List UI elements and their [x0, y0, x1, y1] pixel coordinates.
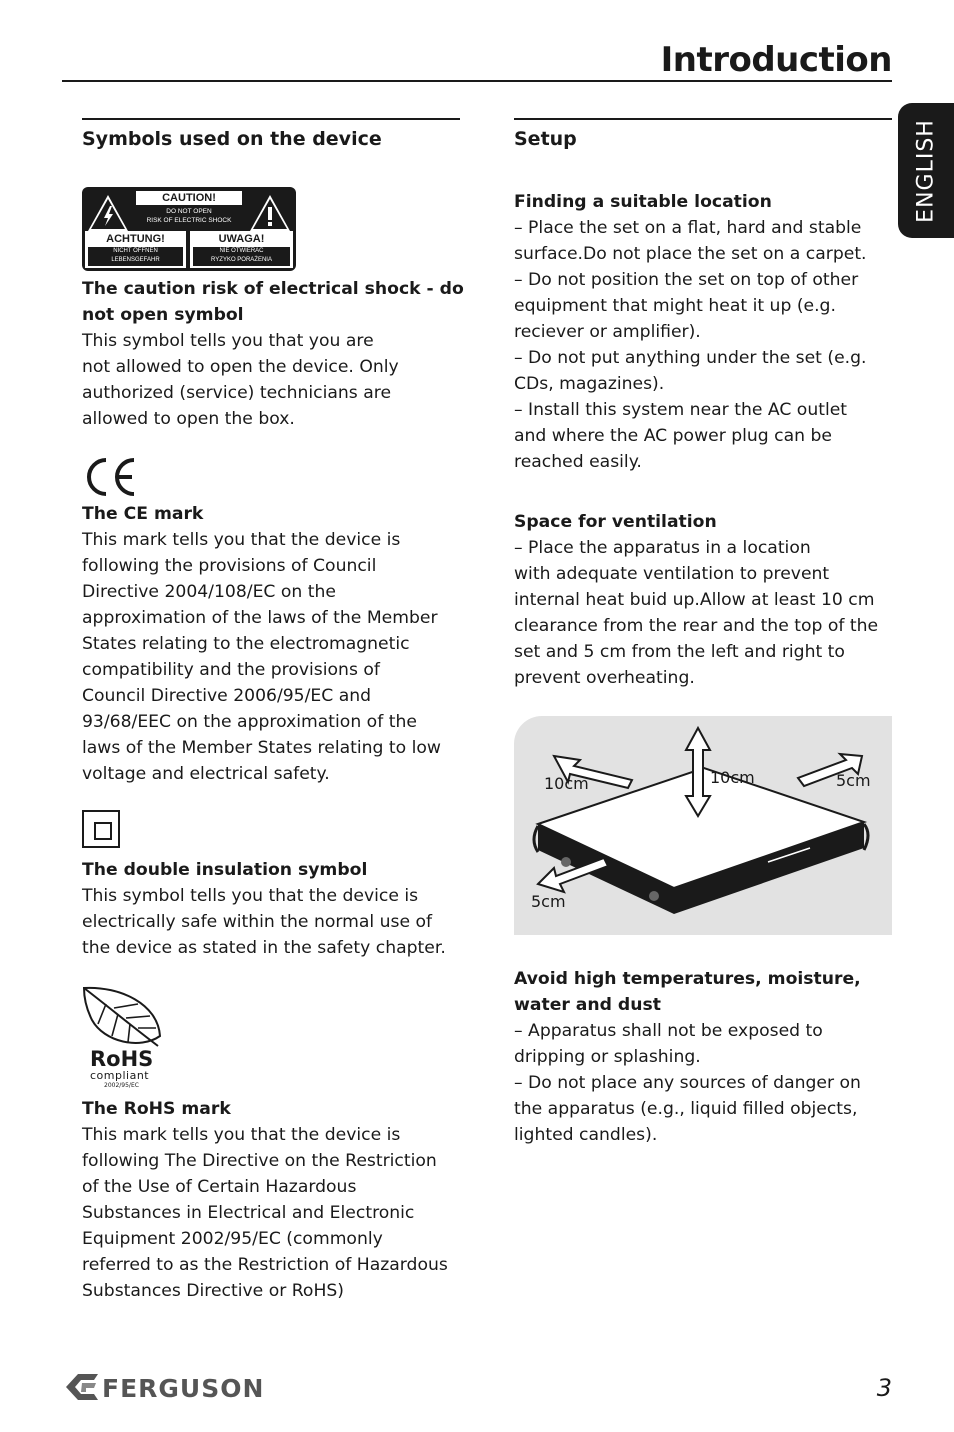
caution-title: CAUTION! [136, 191, 242, 205]
right-column-rule [514, 118, 892, 120]
ce-body-line: laws of the Member States relating to low [82, 738, 441, 758]
rohs-body-line: Substances in Electrical and Electronic [82, 1203, 415, 1223]
double-insulation-body [82, 883, 446, 961]
lebensgefahr: LEBENSGEFAHR [111, 257, 160, 263]
caution-label [82, 187, 296, 271]
ce-body-line: approximation of the laws of the Member [82, 608, 438, 628]
caution-do-not-open: DO NOT OPEN [166, 208, 212, 215]
ventilation-body-line: set and 5 cm from the left and right to [514, 642, 845, 662]
rohs-body [82, 1122, 448, 1304]
leaf-icon [80, 984, 164, 1052]
avoid-body [514, 1018, 861, 1148]
ventilation-body-line: – Place the apparatus in a location [514, 538, 811, 558]
rohs-body-line: This mark tells you that the device is [82, 1125, 401, 1145]
ce-heading: The CE mark [82, 504, 204, 524]
page-number: 3 [876, 1374, 892, 1402]
achtung-box [85, 231, 186, 268]
ce-body-line: compatibility and the provisions of [82, 660, 380, 680]
ce-body-line: following the provisions of Council [82, 556, 377, 576]
rohs-body-line: Equipment 2002/95/EC (commonly [82, 1229, 383, 1249]
location-body-line: – Place the set on a flat, hard and stable [514, 218, 862, 238]
ventilation-heading: Space for ventilation [514, 512, 717, 532]
avoid-body-line: the apparatus (e.g., liquid filled objects, [514, 1099, 858, 1119]
ce-body-line: voltage and electrical safety. [82, 764, 330, 784]
caution-heading-line: not open symbol [82, 305, 244, 325]
double-insulation-heading: The double insulation symbol [82, 860, 368, 880]
location-body-line: equipment that might heat it up (e.g. [514, 296, 836, 316]
uwaga-title: UWAGA! [218, 233, 265, 245]
location-heading: Finding a suitable location [514, 192, 772, 212]
language-tab [898, 103, 954, 238]
rohs-title: RoHS [90, 1047, 154, 1071]
lightning-warning-icon [86, 193, 130, 233]
ce-body [82, 527, 441, 787]
uwaga-box [190, 231, 293, 268]
avoid-body-line: – Do not place any sources of danger on [514, 1073, 861, 1093]
left-clearance-label: 5cm [531, 892, 566, 911]
ce-body-line: Directive 2004/108/EC on the [82, 582, 336, 602]
language-tab-label: ENGLISH [913, 118, 939, 223]
avoid-heading-line: water and dust [514, 995, 661, 1015]
rohs-compliant: compliant [90, 1069, 150, 1082]
caution-body-line: authorized (service) technicians are [82, 383, 392, 403]
location-body-line: – Install this system near the AC outlet [514, 400, 848, 420]
right-clearance-label: 5cm [836, 771, 871, 790]
ventilation-body-line: prevent overheating. [514, 668, 695, 688]
rohs-body-line: of the Use of Certain Hazardous [82, 1177, 357, 1197]
ce-body-line: States relating to the electromagnetic [82, 634, 410, 654]
caution-body-line: not allowed to open the device. Only [82, 357, 399, 377]
ventilation-body-line: internal heat buid up.Allow at least 10 cm [514, 590, 875, 610]
ce-body-line: This mark tells you that the device is [82, 530, 401, 550]
double-insulation-icon [82, 810, 120, 848]
exclamation-warning-icon [248, 193, 292, 233]
double-insulation-body-line: electrically safe within the normal use of [82, 912, 433, 932]
location-body-line: – Do not put anything under the set (e.g. [514, 348, 867, 368]
device-illustration [514, 716, 892, 935]
brand-name: FERGUSON [102, 1374, 265, 1403]
avoid-body-line: lighted candles). [514, 1125, 658, 1145]
caution-body-line: This symbol tells you that you are [82, 331, 374, 351]
achtung-title: ACHTUNG! [106, 233, 165, 245]
rear-clearance-label: 10cm [544, 774, 589, 793]
ryzyko-porazenia: RYZYKO PORAŻENIA [211, 257, 272, 263]
location-body-line: reached easily. [514, 452, 642, 472]
ferguson-emblem-icon [64, 1372, 100, 1402]
caution-body-line: allowed to open the box. [82, 409, 295, 429]
double-insulation-body-line: the device as stated in the safety chapter. [82, 938, 446, 958]
ventilation-diagram [514, 716, 892, 935]
location-body [514, 215, 867, 475]
nicht-offnen: NICHT ÖFFNEN [113, 248, 158, 254]
page-title: Introduction [660, 40, 892, 80]
caution-body [82, 328, 399, 432]
ventilation-body [514, 535, 878, 691]
location-body-line: and where the AC power plug can be [514, 426, 833, 446]
rohs-logo [80, 984, 164, 1094]
right-section-title: Setup [514, 128, 577, 150]
location-body-line: – Do not position the set on top of other [514, 270, 859, 290]
ce-body-line: Council Directive 2006/95/EC and [82, 686, 372, 706]
ce-body-line: 93/68/EEC on the approximation of the [82, 712, 417, 732]
left-section-title: Symbols used on the device [82, 128, 382, 150]
double-insulation-body-line: This symbol tells you that the device is [82, 886, 419, 906]
top-clearance-label: 10cm [710, 768, 755, 787]
caution-heading-line: The caution risk of electrical shock - do [82, 279, 464, 299]
rohs-heading: The RoHS mark [82, 1099, 231, 1119]
ventilation-body-line: clearance from the rear and the top of the [514, 616, 879, 636]
achtung-subtext [88, 247, 183, 266]
caution-risk: RISK OF ELECTRIC SHOCK [146, 217, 232, 224]
avoid-body-line: dripping or splashing. [514, 1047, 701, 1067]
nie-otwierac: NIE OTWIERAĆ [219, 248, 264, 254]
location-body-line: surface.Do not place the set on a carpet. [514, 244, 867, 264]
title-rule [62, 80, 892, 82]
avoid-body-line: – Apparatus shall not be exposed to [514, 1021, 823, 1041]
left-column-rule [82, 118, 460, 120]
rohs-body-line: Substances Directive or RoHS) [82, 1281, 344, 1301]
ce-mark-icon [82, 456, 138, 498]
double-insulation-inner-square [94, 822, 112, 840]
avoid-heading [514, 966, 861, 1018]
location-body-line: reciever or amplifier). [514, 322, 701, 342]
location-body-line: CDs, magazines). [514, 374, 665, 394]
avoid-heading-line: Avoid high temperatures, moisture, [514, 969, 861, 989]
rohs-body-line: referred to as the Restriction of Hazardous [82, 1255, 448, 1275]
caution-heading [82, 276, 464, 328]
rohs-directive: 2002/95/EC [104, 1082, 139, 1089]
rohs-body-line: following The Directive on the Restriction [82, 1151, 437, 1171]
uwaga-subtext [193, 247, 290, 266]
ventilation-body-line: with adequate ventilation to prevent [514, 564, 830, 584]
